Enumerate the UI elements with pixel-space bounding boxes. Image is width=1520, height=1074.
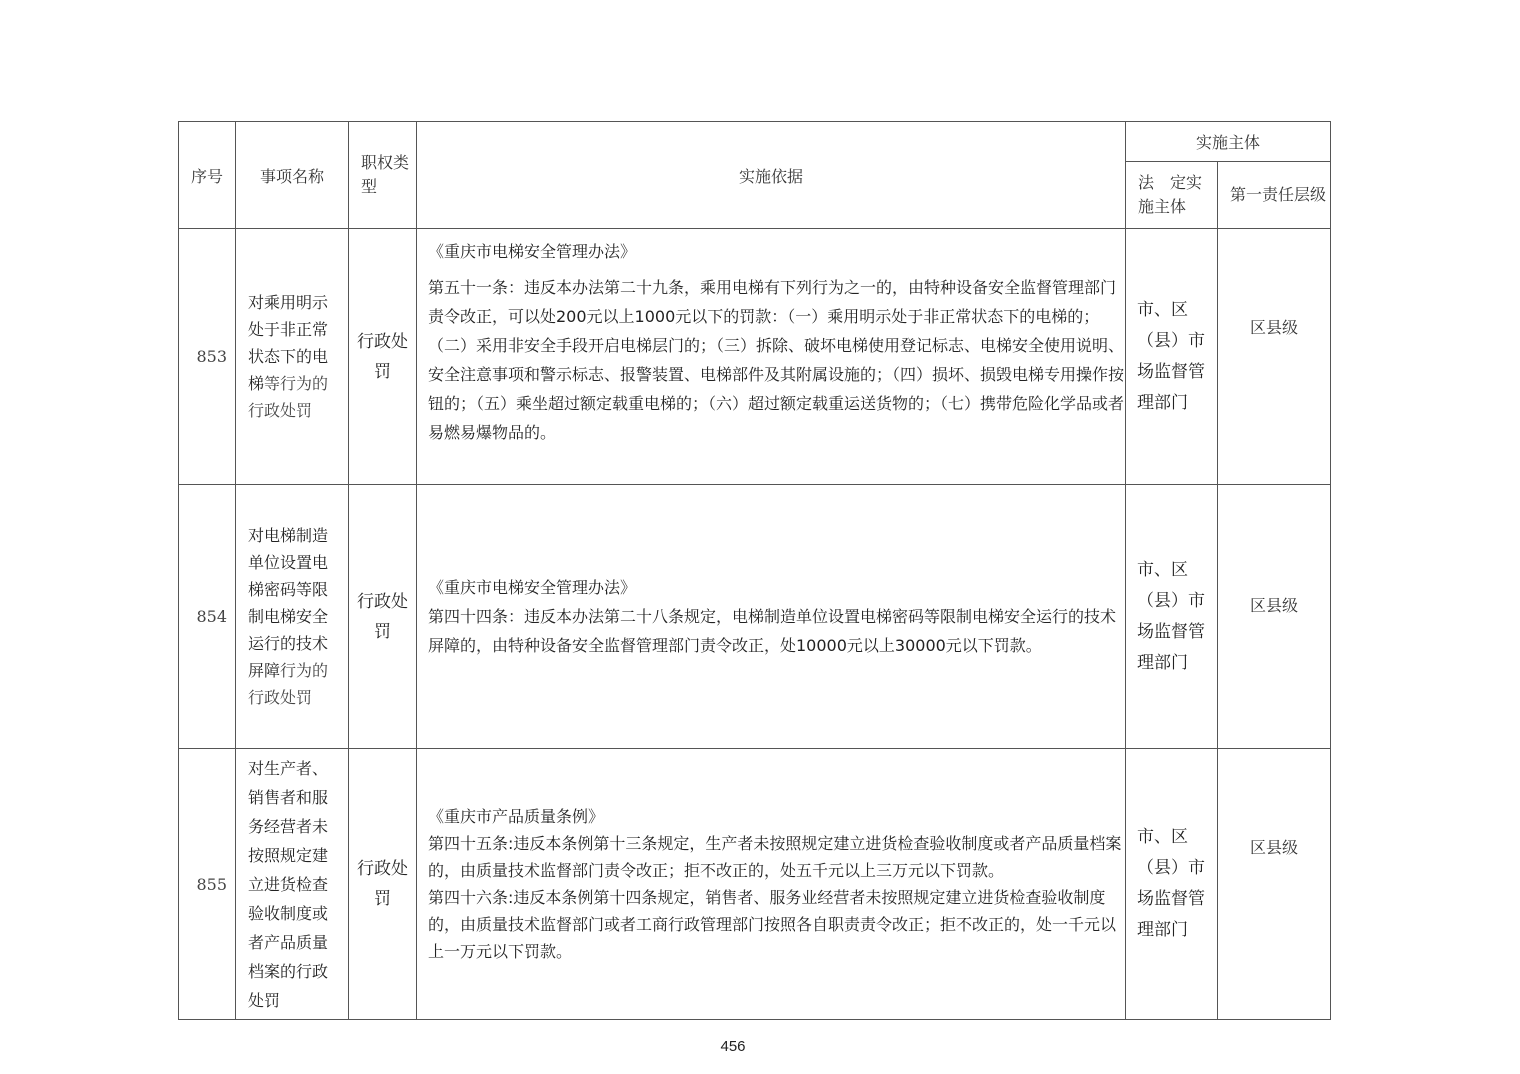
row-type: 行政处罚: [349, 485, 417, 749]
table-row: [179, 749, 1331, 1020]
basis-article-45: 第四十五条:违反本条例第十三条规定，生产者未按照规定建立进货检查验收制度或者产品质量档案的，由质量技术监督部门责令改正；拒不改正的，处五千元以上三万元以下罚款。: [428, 834, 1122, 880]
row-type: 行政处罚: [349, 229, 417, 485]
basis-title: 《重庆市产品质量条例》: [428, 807, 605, 826]
header-legal-subject: 法 定实施主体: [1126, 162, 1218, 229]
header-seq: 序号: [179, 122, 236, 229]
header-subject: 实施主体: [1126, 122, 1331, 162]
basis-title: 《重庆市电梯安全管理办法》: [428, 242, 637, 261]
header-row: [179, 122, 1331, 162]
row-item-name: [236, 485, 349, 749]
item-name-main: 对乘用明示处于非正常状态下的电梯: [248, 293, 329, 393]
row-item-name: [236, 749, 349, 1020]
item-name-tail: 行为的行政处罚: [248, 661, 329, 707]
page-number: 456: [720, 1038, 746, 1055]
header-level: 第一责任层级: [1218, 162, 1331, 229]
row-item-name: [236, 229, 349, 485]
row-basis: [417, 485, 1126, 749]
row-level: 区县级: [1218, 229, 1331, 485]
item-name-main: 对电梯制造单位设置电梯密码等限制电梯安全运行的技术屏障: [248, 526, 329, 680]
enforcement-table: [178, 121, 1331, 1020]
row-level: 区县级: [1218, 485, 1331, 749]
header-type: 职权类型: [349, 122, 417, 229]
item-name-main: 对生产者、销售者和服务经营者未按照规定建立进货检查验收制度或者产品质量档案的行政处罚: [248, 758, 329, 1010]
row-basis: [417, 749, 1126, 1020]
table-row: [179, 229, 1331, 485]
header-basis: 实施依据: [417, 122, 1126, 229]
row-seq: 853: [179, 229, 236, 485]
basis-body: 第五十一条：违反本办法第二十九条，乘用电梯有下列行为之一的，由特种设备安全监督管理部门责令改正，可以处200元以上1000元以下的罚款：（一）乘用明示处于非正常状态下的电梯的；（二）采用非安全手段开启电梯层门的；（三）拆除、破坏电梯使用登记标志、电梯安全使用说明、安全注意事项和警示标志、报警装置、电梯部件及其附属设施的；（四）损坏、损毁电梯专用操作按钮的；（五）乘坐超过额定载重电梯的；（六）超过额定载重运送货物的；（七）携带危险化学品或者易燃易爆物品的。: [428, 278, 1125, 442]
row-type: 行政处罚: [349, 749, 417, 1020]
basis-body: 第四十四条：违反本办法第二十八条规定，电梯制造单位设置电梯密码等限制电梯安全运行的技术屏障的，由特种设备安全监督管理部门责令改正，处10000元以上30000元以下罚款。: [428, 607, 1117, 655]
row-agency: 市、区（县）市场监督管理部门: [1126, 485, 1218, 749]
basis-title: 《重庆市电梯安全管理办法》: [428, 578, 637, 597]
row-seq: 854: [179, 485, 236, 749]
row-level: 区县级: [1218, 749, 1331, 1020]
item-name-tail: 等行为的行政处罚: [248, 374, 329, 420]
row-basis: [417, 229, 1126, 485]
header-name: 事项名称: [236, 122, 349, 229]
row-seq: 855: [179, 749, 236, 1020]
row-agency: 市、区（县）市场监督管理部门: [1126, 229, 1218, 485]
table-row: [179, 485, 1331, 749]
row-agency: 市、区（县）市场监督管理部门: [1126, 749, 1218, 1020]
basis-article-46: 第四十六条:违反本条例第十四条规定，销售者、服务业经营者未按照规定建立进货检查验收制度的，由质量技术监督部门或者工商行政管理部门按照各自职责责令改正；拒不改正的，处一千元以上一万元以下罚款。: [428, 888, 1117, 961]
